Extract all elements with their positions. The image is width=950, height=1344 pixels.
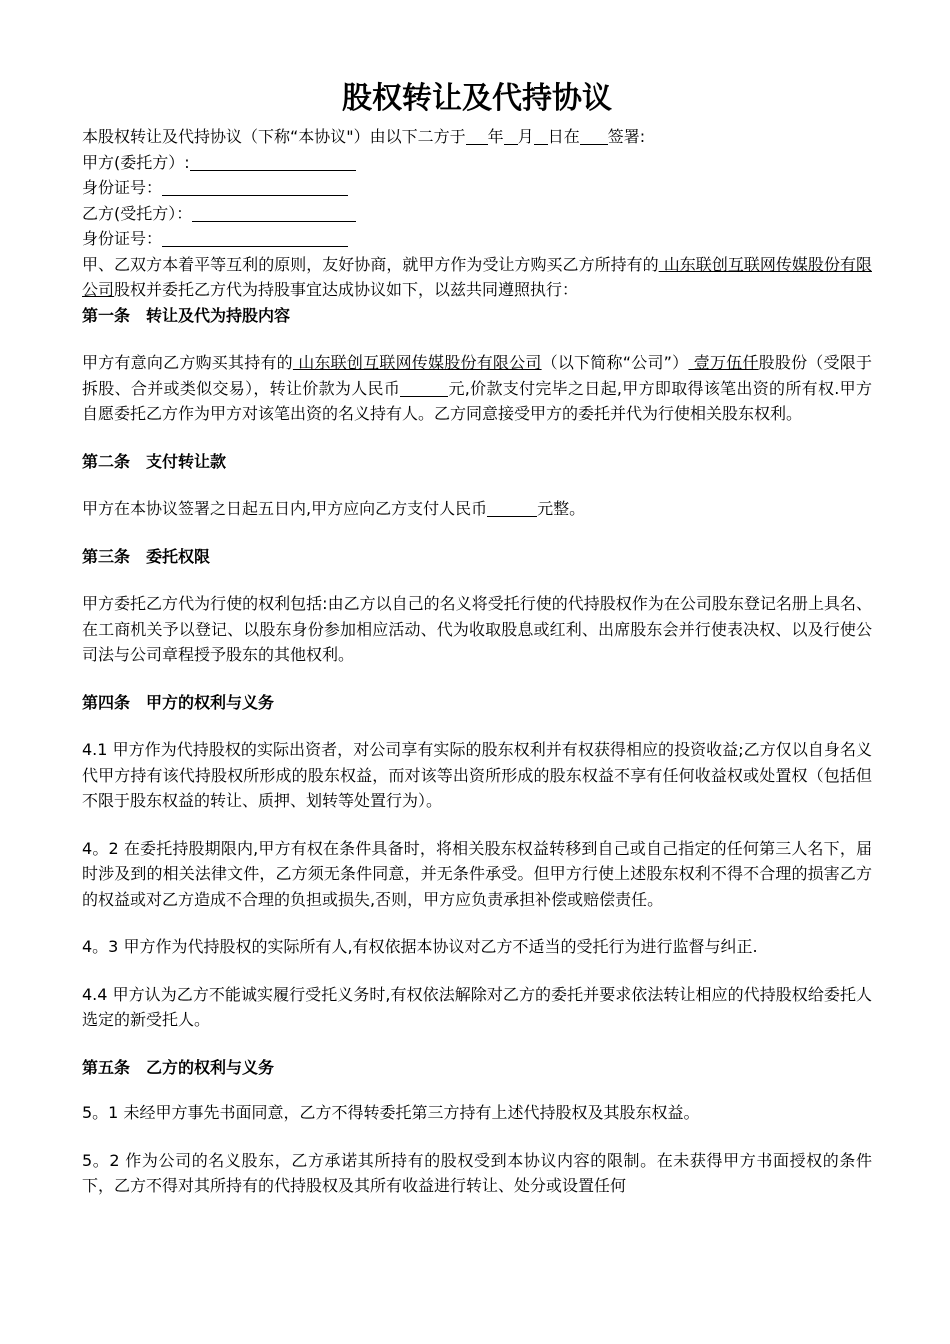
article-5-heading: 第五条 乙方的权利与义务 (82, 1057, 275, 1077)
clause-5-2: 5。2 作为公司的名义股东，乙方承诺其所持有的股权受到本协议内容的限制。在未获得甲方书面授权的条件下，乙方不得对其所持有的代持股权及其所有收益进行转让、处分或设置任何 (82, 1150, 872, 1195)
article-3-heading: 第三条 委托权限 (82, 546, 211, 566)
article-1-body: 甲方有意向乙方购买其持有的 山东联创互联网传媒股份有限公司（以下简称“公司”） 壹万伍仟股股份（受限于拆股、合并或类似交易），转让价款为人民币 元,价款支付完毕之日起,甲方即取得该笔出资的所有权.甲方自愿委托乙方作为甲方对该笔出资的名义持有人。乙方同意接受甲方的委托并代为行使相关股东权利。 (82, 353, 872, 423)
party-a-blank[interactable] (190, 154, 356, 171)
party-b-blank[interactable] (192, 205, 356, 222)
year-blank[interactable] (466, 128, 488, 145)
article-1-heading: 第一条 转让及代为持股内容 (82, 305, 291, 325)
clause-4-4: 4.4 甲方认为乙方不能诚实履行受托义务时,有权依法解除对乙方的委托并要求依法转让相应的代持股权给委托人选定的新受托人。 (82, 984, 872, 1029)
clause-4-2: 4。2 在委托持股期限内,甲方有权在条件具备时，将相关股东权益转移到自己或自己指定的任何第三人名下，届时涉及到的相关法律文件，乙方须无条件同意，并无条件承受。但甲方行使上述股东权利不得不合理的损害乙方的权益或对乙方造成不合理的负担或损失,否则，甲方应负责承担补偿或赔偿责任。 (82, 838, 872, 909)
day-blank[interactable] (534, 128, 548, 145)
article-3-body: 甲方委托乙方代为行使的权利包括:由乙方以自己的名义将受托行使的代持股权作为在公司股东登记名册上具名、在工商机关予以登记、以股东身份参加相应活动、代为收取股息或红利、出席股东会并行使表决权、以及行使公司法与公司章程授予股东的其他权利。 (82, 594, 872, 664)
clause-4-3: 4。3 甲方作为代持股权的实际所有人,有权依据本协议对乙方不适当的受托行为进行监督与纠正. (82, 937, 758, 956)
article-4-heading: 第四条 甲方的权利与义务 (82, 692, 275, 712)
company-name: 山东联创互联网传媒股份有限公司 (292, 353, 542, 372)
clause-5-1: 5。1 未经甲方事先书面同意，乙方不得转委托第三方持有上述代持股权及其股东权益。 (82, 1103, 700, 1122)
party-a-id-line: 身份证号： (82, 175, 872, 201)
clause-4-1: 4.1 甲方作为代持股权的实际出资者，对公司享有实际的股东权利并有权获得相应的投资收益;乙方仅以自身名义代甲方持有该代持股权所形成的股东权益，而对该等出资所形成的股东权益不享有任何收益权或处置权（包括但不限于股东权益的转让、质押、划转等处置行为）。 (82, 740, 872, 810)
article-2-body: 甲方在本协议签署之日起五日内,甲方应向乙方支付人民币 元整。 (82, 499, 586, 518)
article-2-heading: 第二条 支付转让款 (82, 451, 227, 471)
month-blank[interactable] (504, 128, 518, 145)
payment-blank[interactable] (487, 500, 537, 517)
party-a-id-blank[interactable] (162, 179, 348, 196)
party-b-line: 乙方(受托方）： (82, 201, 872, 227)
share-count: 壹万伍仟 (688, 353, 759, 372)
party-b-id-blank[interactable] (162, 230, 348, 247)
place-blank[interactable] (580, 128, 608, 145)
party-b-id-line: 身份证号： (82, 226, 872, 252)
document-page (82, 78, 872, 1199)
preamble-paragraph: 甲、乙双方本着平等互利的原则，友好协商，就甲方作为受让方购买乙方所持有的 山东联创互联网传媒股份有限公司股权并委托乙方代为持股事宜达成协议如下，以兹共同遵照执行： (82, 254, 872, 299)
document-title: 股权转让及代持协议 (342, 81, 612, 116)
company-name: 山东联创互联网传媒股份有限公司 (82, 254, 872, 299)
party-a-line: 甲方(委托方）: (82, 150, 872, 176)
price-blank[interactable] (400, 380, 448, 397)
intro-line: 本股权转让及代持协议（下称“本协议"）由以下二方于 年 月 日在 签署: (82, 127, 646, 146)
